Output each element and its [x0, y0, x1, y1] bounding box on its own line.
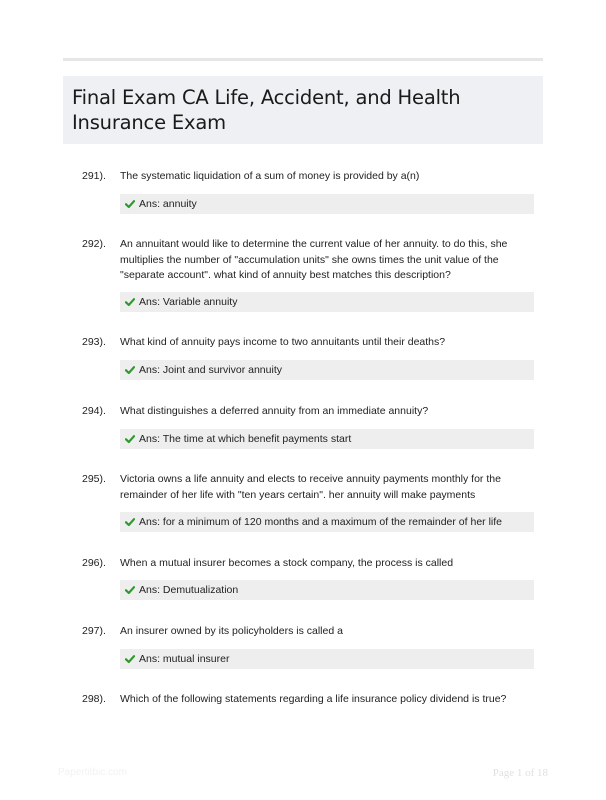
page-number: Page 1 of 18 — [492, 767, 548, 779]
question-number: 292). — [82, 238, 106, 250]
check-icon — [125, 434, 135, 444]
answer-text: Ans: annuity — [139, 198, 197, 210]
question-text: The systematic liquidation of a sum of money is provided by a(n) — [120, 170, 420, 182]
answer-text: Ans: mutual insurer — [139, 653, 230, 665]
answer-text: Ans: The time at which benefit payments start — [139, 433, 352, 445]
page-title: Final Exam CA Life, Accident, and Health Insurance Exam — [72, 86, 461, 134]
answer-box — [120, 194, 534, 214]
answer-box — [120, 512, 534, 532]
question-text: What distinguishes a deferred annuity from an immediate annuity? — [120, 405, 429, 417]
answer-box — [120, 429, 534, 449]
question-number: 296). — [82, 557, 106, 569]
question-number: 295). — [82, 473, 106, 485]
question-text: An annuitant would like to determine the current value of her annuity. to do this, she multiplies the number of "accumulation units" she owns times the unit value of the "separate account". what kind of annuity best matches this description? — [120, 238, 508, 281]
answer-text: Ans: Joint and survivor annuity — [139, 364, 282, 376]
check-icon — [125, 297, 135, 307]
answer-text: Ans: Variable annuity — [139, 296, 238, 308]
answer-box — [120, 580, 534, 600]
question-text: When a mutual insurer becomes a stock company, the process is called — [120, 557, 454, 569]
question-number: 293). — [82, 336, 106, 348]
top-rule — [63, 58, 543, 61]
footer-watermark: Papertitbic.com — [58, 767, 127, 778]
answer-box — [120, 649, 534, 669]
question-text: Which of the following statements regarding a life insurance policy dividend is true? — [120, 693, 507, 705]
check-icon — [125, 585, 135, 595]
question-text: What kind of annuity pays income to two annuitants until their deaths? — [120, 336, 446, 348]
question-text: Victoria owns a life annuity and elects to receive annuity payments monthly for the remainder of her life with "ten years certain". her annuity will make payments — [120, 473, 501, 501]
question-text: An insurer owned by its policyholders is called a — [120, 625, 343, 637]
title-box — [63, 76, 543, 144]
question-number: 298). — [82, 693, 106, 705]
check-icon — [125, 199, 135, 209]
question-number: 291). — [82, 170, 106, 182]
answer-box — [120, 292, 534, 312]
question-number: 294). — [82, 405, 106, 417]
check-icon — [125, 365, 135, 375]
question-number: 297). — [82, 625, 106, 637]
answer-text: Ans: for a minimum of 120 months and a maximum of the remainder of her life — [139, 516, 502, 528]
answer-text: Ans: Demutualization — [139, 584, 239, 596]
answer-box — [120, 360, 534, 380]
check-icon — [125, 654, 135, 664]
check-icon — [125, 517, 135, 527]
